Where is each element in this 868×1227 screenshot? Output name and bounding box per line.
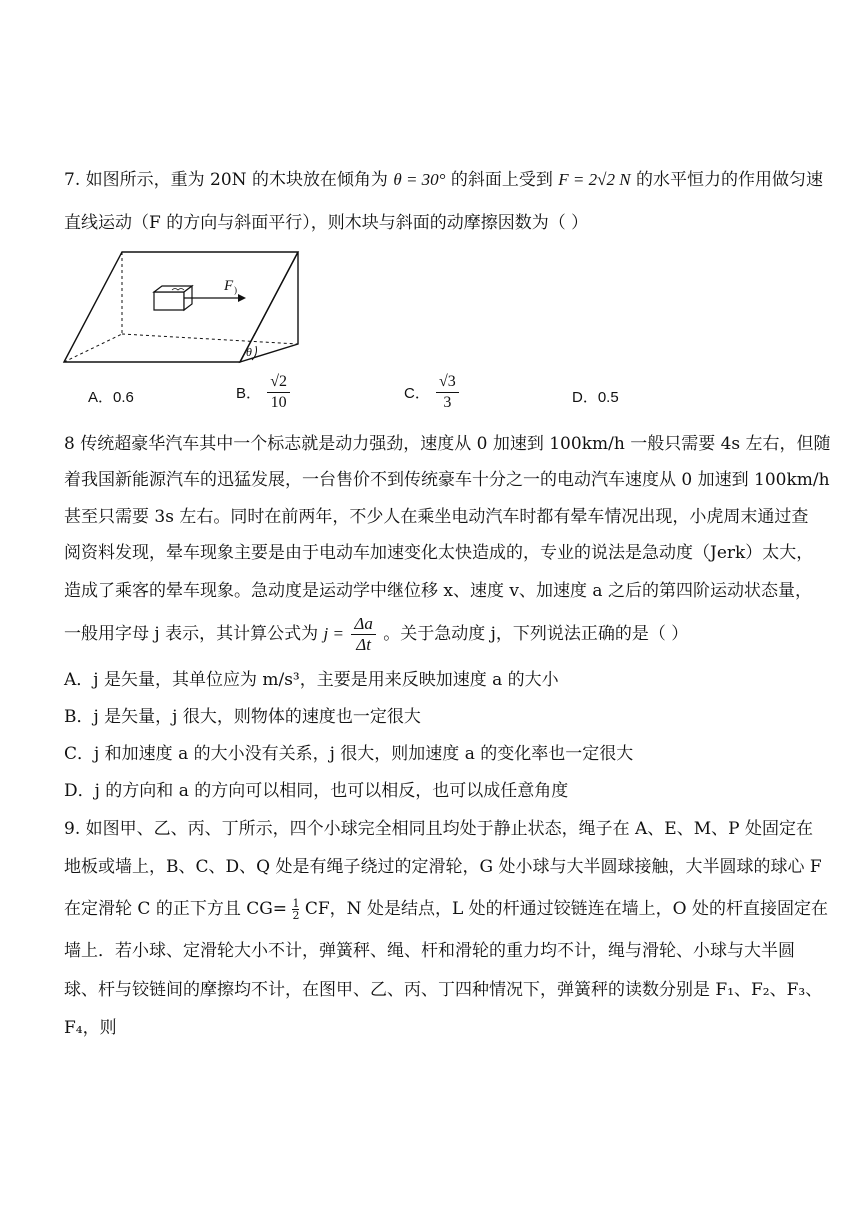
q7-line1-b: 的斜面上受到 bbox=[450, 170, 553, 190]
q8-formula-numerator: Δa bbox=[351, 614, 375, 635]
hidden-edge-bottom-back bbox=[122, 334, 298, 344]
q9-line-1: 9. 如图甲、乙、丙、丁所示，四个小球完全相同且均处于静止状态，绳子在 A、E、M、P 处固定在 bbox=[64, 819, 813, 839]
q7-option-c bbox=[404, 372, 461, 413]
q7-force-expression: F = 2√2 N bbox=[558, 170, 631, 189]
q8-formula-denominator: Δt bbox=[356, 635, 371, 654]
q8-option-b: B．j 是矢量，j 很大，则物体的速度也一定很大 bbox=[64, 707, 421, 727]
q7-option-c-label: C． bbox=[404, 385, 430, 402]
q7-option-a: A．0.6 bbox=[88, 389, 134, 406]
q8-option-c: C．j 和加速度 a 的大小没有关系，j 很大，则加速度 a 的变化率也一定很大 bbox=[64, 744, 634, 764]
q8-line-1: 8 传统超豪华汽车其中一个标志就是动力强劲，速度从 0 加速到 100km/h 一般只需要 4s 左右，但随 bbox=[64, 434, 831, 454]
q7-option-d: D．0.5 bbox=[572, 389, 619, 406]
q9-line-6: F₄，则 bbox=[64, 1018, 117, 1038]
q8-line-4: 阅资料发现，晕车现象主要是由于电动车加速变化太快造成的，专业的说法是急动度（Jerk）太大， bbox=[64, 543, 814, 563]
force-arrowhead bbox=[238, 294, 246, 302]
q8-line6-b: 。关于急动度 j，下列说法正确的是（ ） bbox=[383, 624, 689, 644]
q7-option-c-numerator: √3 bbox=[436, 372, 459, 393]
hidden-edge-bottom-left bbox=[64, 334, 122, 362]
q8-option-d: D．j 的方向和 a 的方向可以相同，也可以相反，也可以成任意角度 bbox=[64, 781, 569, 801]
q7-option-b-numerator: √2 bbox=[267, 372, 290, 393]
angle-label: θ bbox=[246, 345, 252, 359]
q9-line3-a: 在定滑轮 C 的正下方且 CG= bbox=[64, 899, 288, 919]
q8-line-6 bbox=[64, 612, 688, 656]
q7-option-b bbox=[236, 372, 292, 413]
q7-theta-expression: θ = 30° bbox=[393, 170, 446, 189]
q7-line1-c: 的水平恒力的作用做匀速 bbox=[635, 170, 823, 190]
q7-line-1 bbox=[64, 168, 823, 192]
q9-line-4: 墙上．若小球、定滑轮大小不计，弹簧秤、绳、杆和滑轮的重力均不计，绳与滑轮、小球与大半圆 bbox=[64, 941, 795, 961]
force-subscript: ) bbox=[234, 285, 237, 295]
q9-half-numerator: 1 bbox=[292, 897, 300, 910]
q8-line6-a: 一般用字母 j 表示，其计算公式为 bbox=[64, 624, 319, 644]
q7-line-2: 直线运动（F 的方向与斜面平行），则木块与斜面的动摩擦因数为（ ） bbox=[64, 213, 589, 233]
q9-line-3 bbox=[64, 893, 828, 925]
q7-option-b-denominator: 10 bbox=[270, 394, 287, 411]
q7-incline-figure bbox=[62, 246, 322, 366]
force-label: F bbox=[224, 278, 234, 294]
q7-line1-a: 7. 如图所示，重为 20N 的木块放在倾角为 bbox=[64, 170, 388, 190]
q9-line-2: 地板或墙上，B、C、D、Q 处是有绳子绕过的定滑轮，G 处小球与大半圆球接触，大半圆球的球心 F bbox=[64, 857, 822, 877]
q9-half-denominator: 2 bbox=[292, 909, 300, 922]
q8-line-5: 造成了乘客的晕车现象。急动度是运动学中继位移 x、速度 v、加速度 a 之后的第四阶运动状态量， bbox=[64, 581, 812, 601]
q9-line-5: 球、杆与铰链间的摩擦均不计，在图甲、乙、丙、丁四种情况下，弹簧秤的读数分别是 F₁、F₂、F₃、 bbox=[64, 980, 823, 1000]
q8-formula-lhs: j = bbox=[323, 624, 344, 643]
q8-line-3: 甚至只需要 3s 左右。同时在前两年，不少人在乘坐电动汽车时都有晕车情况出现，小虎周末通过查 bbox=[64, 507, 809, 527]
q8-line-2: 着我国新能源汽车的迅猛发展，一台售价不到传统豪车十分之一的电动汽车速度从 0 加速到 100km/h bbox=[64, 470, 830, 490]
q9-line3-b: CF，N 处是结点，L 处的杆通过铰链连在墙上，O 处的杆直接固定在 bbox=[304, 899, 828, 919]
q7-option-c-denominator: 3 bbox=[443, 394, 452, 411]
q8-option-a: A．j 是矢量，其单位应为 m/s³，主要是用来反映加速度 a 的大小 bbox=[64, 670, 559, 690]
q7-option-b-label: B． bbox=[236, 385, 262, 402]
